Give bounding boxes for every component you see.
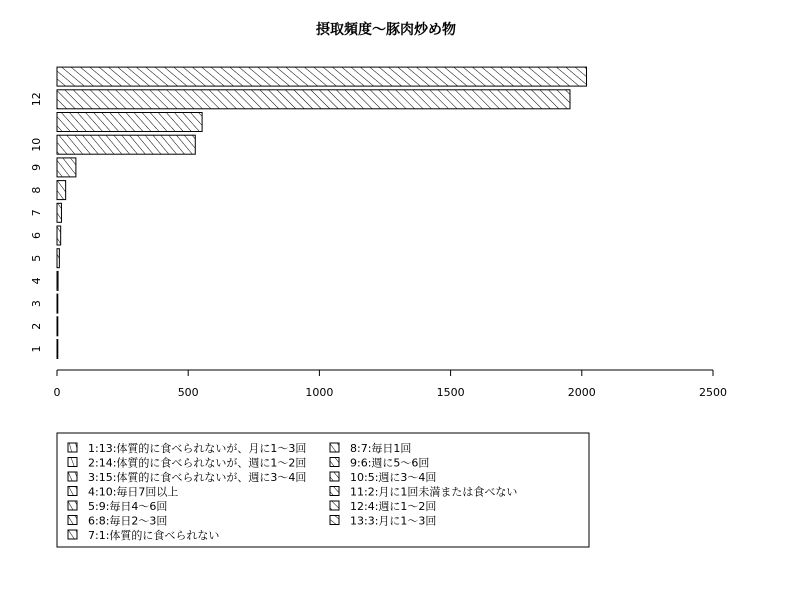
y-tick-label: 3	[30, 300, 43, 308]
legend-label: 12:4:週に1～2回	[350, 500, 437, 513]
bar-8	[57, 181, 66, 200]
bar-11	[57, 113, 202, 132]
legend-swatch	[330, 487, 339, 496]
legend-swatch	[330, 516, 339, 525]
legend-label: 6:8:毎日2～3回	[88, 514, 168, 528]
legend-label: 7:1:体質的に食べられない	[88, 529, 220, 542]
y-tick-label: 9	[30, 163, 43, 171]
bar-12	[57, 90, 570, 109]
bar-9	[57, 158, 76, 177]
legend-item	[68, 456, 306, 470]
legend-label: 11:2:月に1回未満または食べない	[350, 485, 518, 499]
y-tick-label: 1	[30, 345, 43, 353]
legend-label: 4:10:毎日7回以上	[88, 485, 179, 499]
y-tick-label: 7	[30, 209, 43, 217]
bar-13	[57, 67, 587, 86]
y-tick-label: 2	[30, 322, 43, 330]
bar-3	[57, 294, 58, 313]
y-axis	[30, 92, 43, 352]
bar-6	[57, 226, 61, 245]
bar-5	[57, 249, 59, 268]
y-tick-label: 12	[30, 92, 43, 107]
legend-swatch	[68, 501, 77, 510]
legend-item	[330, 485, 517, 499]
legend-label: 1:13:体質的に食べられないが、月に1～3回	[88, 442, 307, 455]
legend-label: 10:5:週に3～4回	[350, 471, 437, 484]
bar-7	[57, 203, 61, 222]
legend-swatch	[330, 501, 339, 510]
legend-swatch	[68, 443, 77, 452]
legend-swatch	[330, 443, 339, 452]
x-tick-label: 0	[53, 386, 61, 399]
y-tick-label: 6	[30, 232, 43, 239]
legend-swatch	[68, 530, 77, 539]
y-tick-label: 4	[30, 277, 43, 285]
bar-4	[57, 271, 58, 290]
legend-swatch	[68, 472, 77, 481]
legend-item	[68, 470, 306, 484]
bar-10	[57, 135, 195, 154]
x-tick-label: 1500	[436, 386, 465, 399]
legend-label: 3:15:体質的に食べられないが、週に3～4回	[88, 471, 307, 484]
legend-item	[68, 528, 219, 542]
x-axis	[54, 370, 728, 399]
x-tick-label: 500	[177, 386, 199, 399]
y-tick-label: 10	[30, 137, 43, 152]
legend-label: 8:7:毎日1回	[350, 442, 412, 455]
bars	[57, 67, 587, 358]
x-tick-label: 2000	[567, 386, 596, 399]
bar-2	[57, 317, 58, 336]
x-tick-label: 2500	[699, 386, 727, 399]
legend-swatch	[68, 458, 77, 467]
legend-label: 2:14:体質的に食べられないが、週に1～2回	[88, 456, 307, 470]
legend-item	[68, 441, 306, 455]
legend-swatch	[68, 487, 77, 496]
legend-swatch	[68, 516, 77, 525]
legend-swatch	[330, 472, 339, 481]
legend-label: 9:6:週に5～6回	[350, 456, 430, 470]
bar-1	[57, 340, 58, 359]
legend-swatch	[330, 458, 339, 467]
legend-label: 13:3:月に1～3回	[350, 514, 437, 528]
legend-label: 5:9:毎日4～6回	[88, 500, 168, 513]
y-tick-label: 8	[30, 186, 43, 194]
legend	[57, 433, 589, 547]
y-tick-label: 5	[30, 254, 43, 262]
chart-title: 摂取頻度～豚肉炒め物	[316, 22, 456, 38]
x-tick-label: 1000	[305, 386, 334, 399]
